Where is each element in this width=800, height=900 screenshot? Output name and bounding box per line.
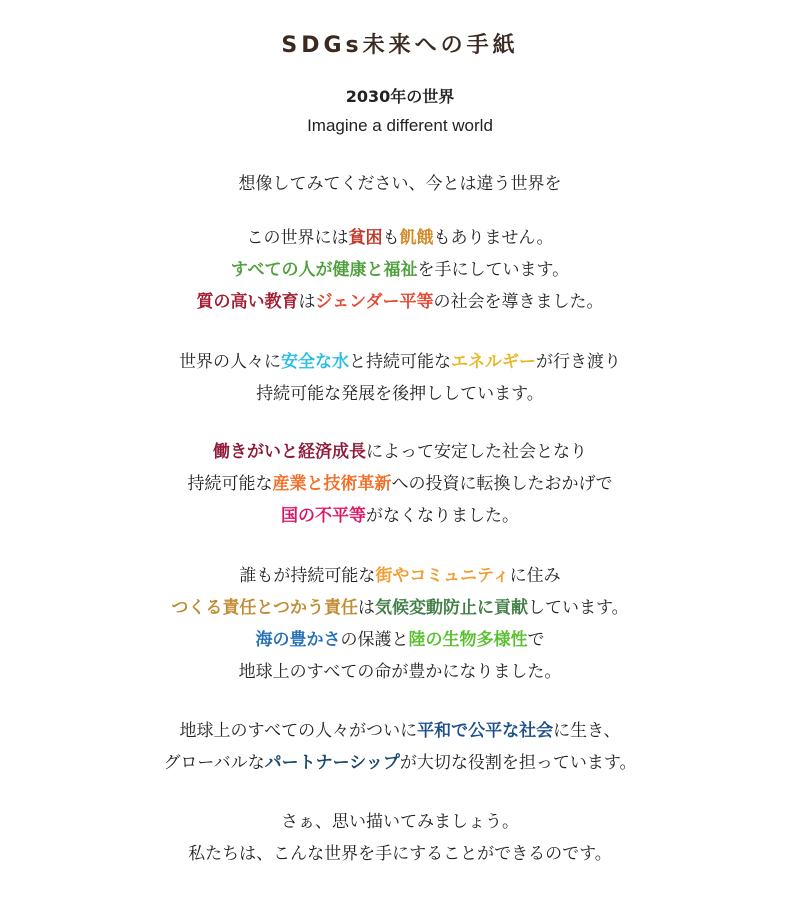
text-segment: が行き渡り	[536, 352, 621, 372]
text-line	[0, 715, 800, 747]
text-segment: さぁ、思い描いてみましょう。	[281, 812, 519, 832]
sdg-keyword: 貧困	[348, 228, 383, 248]
paragraph	[0, 436, 800, 532]
text-segment: によって安定した社会となり	[366, 442, 587, 462]
text-segment: は	[298, 292, 316, 312]
text-segment: を手にしています。	[417, 260, 570, 280]
text-line	[0, 806, 800, 838]
text-segment: の保護と	[340, 630, 409, 650]
page-subtitle: 2030年の世界	[345, 87, 455, 106]
text-segment: グローバルな	[163, 753, 265, 773]
sdg-keyword: 海の豊かさ	[255, 630, 341, 650]
text-segment: が大切な役割を担っています。	[399, 753, 637, 773]
text-segment: は	[358, 598, 376, 618]
paragraph	[0, 346, 800, 410]
text-segment: 誰もが持続可能な	[239, 566, 376, 586]
sdg-keyword: 国の不平等	[281, 506, 366, 526]
paragraph	[0, 715, 800, 779]
sdg-keyword: 飢餓	[399, 228, 434, 248]
text-line	[0, 378, 800, 410]
text-segment: と持続可能な	[349, 352, 451, 372]
text-line	[0, 656, 800, 688]
sdg-keyword: つくる責任とつかう責任	[171, 598, 359, 618]
text-line	[0, 436, 800, 468]
text-segment: の社会を導きました。	[433, 292, 604, 312]
text-line	[0, 254, 800, 286]
text-line	[0, 500, 800, 532]
sdg-keyword: ジェンダー平等	[315, 292, 434, 312]
sdg-keyword: 街やコミュニティ	[375, 566, 510, 586]
sdg-keyword: 安全な水	[281, 352, 349, 372]
text-line	[0, 624, 800, 656]
text-line	[0, 468, 800, 500]
text-segment: 世界の人々に	[179, 352, 281, 372]
text-line	[0, 286, 800, 318]
sdg-keyword: エネルギー	[451, 352, 536, 372]
sdg-keyword: パートナーシップ	[264, 753, 400, 773]
text-segment: も	[382, 228, 400, 248]
text-line	[0, 747, 800, 779]
text-line	[0, 592, 800, 624]
text-line	[0, 346, 800, 378]
sdg-keyword: 陸の生物多様性	[408, 630, 528, 650]
intro-line: 想像してみてください、今とは違う世界を	[238, 174, 562, 194]
sdg-keyword: 働きがいと経済成長	[213, 442, 366, 462]
text-segment: 持続可能な発展を後押ししています。	[256, 384, 544, 404]
sdg-keyword: 産業と技術革新	[272, 474, 392, 494]
sdg-keyword: 質の高い教育	[196, 292, 299, 312]
text-segment: 地球上のすべての命が豊かになりました。	[238, 662, 562, 682]
text-segment: がなくなりました。	[366, 506, 519, 526]
sdg-keyword: 平和で公平な社会	[417, 721, 554, 741]
text-segment: に住み	[509, 566, 561, 586]
page-title: SDGs未来への手紙	[281, 33, 519, 58]
paragraph	[0, 560, 800, 688]
text-segment: この世界には	[246, 228, 349, 248]
text-segment: 私たちは、こんな世界を手にすることができるのです。	[188, 844, 612, 864]
sdg-keyword: すべての人が健康と福祉	[230, 260, 418, 280]
paragraph	[0, 806, 800, 870]
text-line	[0, 838, 800, 870]
text-segment: に生き、	[553, 721, 621, 741]
text-line	[0, 560, 800, 592]
english-tagline: Imagine a different world	[307, 116, 493, 135]
text-line	[0, 222, 800, 254]
text-segment: もありません。	[433, 228, 554, 248]
paragraph	[0, 222, 800, 318]
text-segment: 地球上のすべての人々がついに	[179, 721, 418, 741]
text-segment: しています。	[528, 598, 629, 618]
text-segment: への投資に転換したおかげで	[391, 474, 613, 494]
text-segment: 持続可能な	[187, 474, 273, 494]
text-segment: で	[527, 630, 545, 650]
sdg-keyword: 気候変動防止に貢献	[375, 598, 529, 618]
